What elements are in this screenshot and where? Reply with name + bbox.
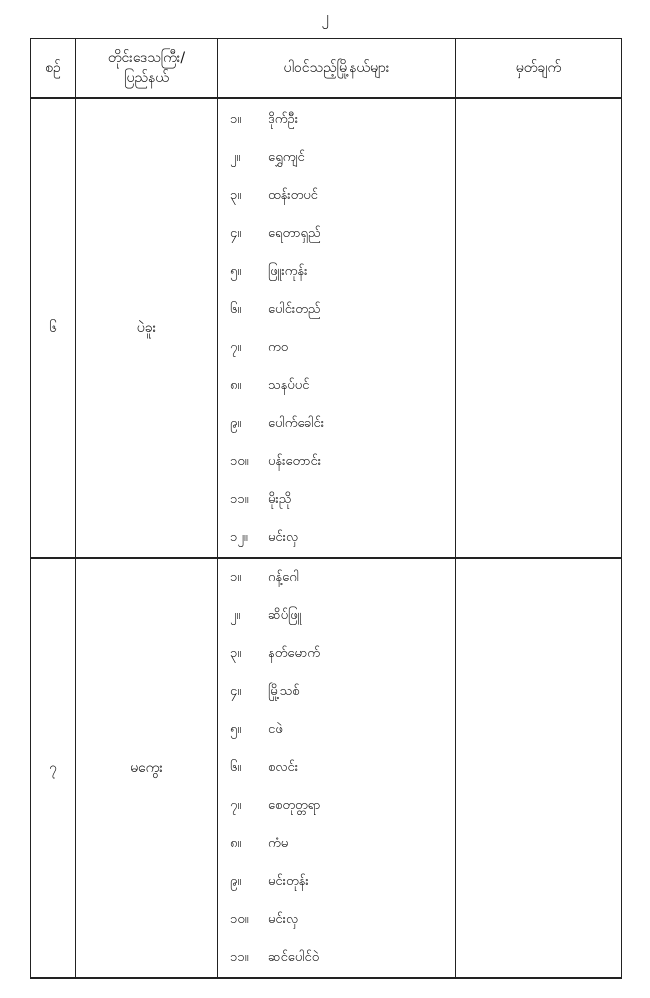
township-number: ၈။ xyxy=(230,377,242,393)
township-name: မြို့သစ် xyxy=(268,683,300,699)
list-item xyxy=(218,253,455,291)
township-list xyxy=(218,559,455,977)
township-number: ၄။ xyxy=(230,683,242,699)
list-item xyxy=(218,519,455,557)
list-item xyxy=(218,329,455,367)
township-name: ပန်းတောင်း xyxy=(268,453,322,469)
township-number: ၁၁။ xyxy=(230,491,249,507)
list-item xyxy=(218,405,455,443)
township-number: ၉။ xyxy=(230,873,242,889)
group-no: ၇ xyxy=(31,558,76,978)
group-no: ၆ xyxy=(31,98,76,558)
header-division-line1: တိုင်းဒေသကြီး/ xyxy=(107,50,186,66)
township-number: ၂။ xyxy=(230,607,241,623)
township-name: ပေါင်းတည် xyxy=(268,301,321,317)
township-name: မိုးညို xyxy=(268,491,292,507)
group-townships xyxy=(218,98,456,558)
township-name: ဖြူးကုန်း xyxy=(268,263,308,279)
township-name: ငဖဲ xyxy=(268,721,283,737)
group-division: မကွေး xyxy=(76,558,218,978)
township-number: ၅။ xyxy=(230,263,242,279)
page-number: ၂ xyxy=(321,8,329,26)
township-name: ကံမ xyxy=(268,835,289,851)
table-row-group xyxy=(31,98,622,558)
township-name: မင်းတုန်း xyxy=(268,873,309,889)
group-division: ပဲခူး xyxy=(76,98,218,558)
township-number: ၇။ xyxy=(230,339,242,355)
list-item xyxy=(218,139,455,177)
township-number: ၁၀။ xyxy=(230,453,249,469)
township-name: ရွှေကျင် xyxy=(268,149,305,165)
list-item xyxy=(218,215,455,253)
list-item xyxy=(218,291,455,329)
township-number: ၁။ xyxy=(230,111,242,127)
table-header-row xyxy=(31,39,622,99)
township-name: ဆင်ပေါင်ဝဲ xyxy=(268,949,320,965)
township-number: ၅။ xyxy=(230,721,242,737)
list-item xyxy=(218,939,455,977)
township-name: သနပ်ပင် xyxy=(268,377,310,393)
list-item xyxy=(218,711,455,749)
township-number: ၁၀။ xyxy=(230,911,249,927)
townships-table xyxy=(30,38,622,979)
list-item xyxy=(218,443,455,481)
township-name: ဒိုက်ဦး xyxy=(268,111,299,127)
township-list xyxy=(218,99,455,557)
header-division-line2: ပြည်နယ် xyxy=(124,70,169,86)
township-name: မင်းလှ xyxy=(268,529,299,545)
list-item xyxy=(218,863,455,901)
township-name: ရေတာရှည် xyxy=(268,225,321,241)
list-item xyxy=(218,597,455,635)
list-item xyxy=(218,787,455,825)
list-item xyxy=(218,749,455,787)
list-item xyxy=(218,673,455,711)
list-item xyxy=(218,901,455,939)
header-remarks: မှတ်ချက် xyxy=(456,39,622,99)
header-no: စဉ် xyxy=(31,39,76,99)
list-item xyxy=(218,367,455,405)
township-name: ကဝ xyxy=(268,339,289,355)
list-item xyxy=(218,559,455,597)
list-item xyxy=(218,101,455,139)
list-item xyxy=(218,481,455,519)
list-item xyxy=(218,177,455,215)
table-row-group xyxy=(31,558,622,978)
township-name: ဂန့်ဂေါ xyxy=(268,569,299,585)
group-remarks xyxy=(456,98,622,558)
list-item xyxy=(218,635,455,673)
township-name: စလင်း xyxy=(268,759,299,775)
township-number: ၈။ xyxy=(230,835,242,851)
township-name: စေတုတ္တရာ xyxy=(268,797,321,813)
township-number: ၄။ xyxy=(230,225,242,241)
township-number: ၉။ xyxy=(230,415,242,431)
township-name: ဆိပ်ဖြူ xyxy=(268,607,302,623)
township-name: ပေါက်ခေါင်း xyxy=(268,415,325,431)
header-division xyxy=(76,39,218,99)
township-name: မင်းလှ xyxy=(268,911,299,927)
township-name: ထန်းတပင် xyxy=(268,187,318,203)
township-number: ၆။ xyxy=(230,301,242,317)
township-number: ၃။ xyxy=(230,187,242,203)
group-townships xyxy=(218,558,456,978)
township-number: ၃။ xyxy=(230,645,242,661)
township-name: နတ်မောက် xyxy=(268,645,320,661)
group-remarks xyxy=(456,558,622,978)
township-number: ၁၁။ xyxy=(230,949,249,965)
township-number: ၇။ xyxy=(230,797,242,813)
township-number: ၂။ xyxy=(230,149,241,165)
header-townships: ပါဝင်သည့်မြို့နယ်များ xyxy=(218,39,456,99)
township-number: ၁။ xyxy=(230,569,242,585)
township-number: ၆။ xyxy=(230,759,242,775)
list-item xyxy=(218,825,455,863)
township-number: ၁၂။ xyxy=(230,529,248,545)
